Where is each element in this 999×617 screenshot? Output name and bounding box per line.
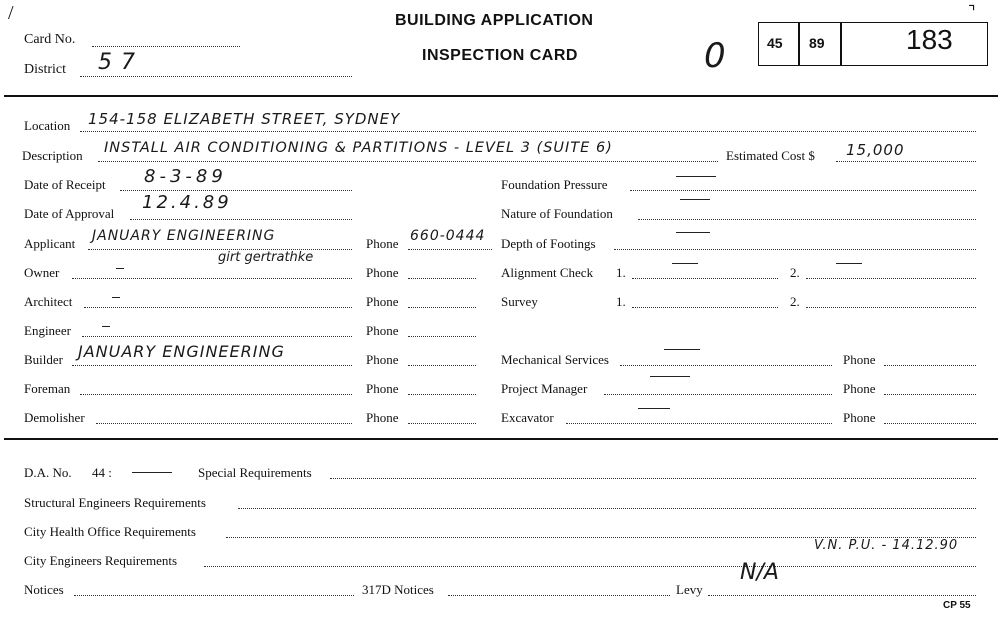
- builder-value: JANUARY ENGINEERING: [78, 342, 285, 361]
- description-label: Description: [22, 148, 83, 163]
- demolisher-label: Demolisher: [24, 410, 85, 425]
- foundation-pressure-dash: [676, 176, 716, 177]
- project-manager-phone-label: Phone: [843, 381, 876, 396]
- mechanical-phone-label: Phone: [843, 352, 876, 367]
- notices-317d-label: 317D Notices: [362, 582, 434, 597]
- foreman-label: Foreman: [24, 381, 71, 396]
- notices-317d-field[interactable]: [448, 595, 670, 596]
- excavator-field[interactable]: [566, 423, 832, 424]
- city-engineers-field[interactable]: [204, 566, 976, 567]
- form-title-line2: INSPECTION CARD: [422, 47, 578, 64]
- alignment-check-label: Alignment Check: [501, 265, 594, 280]
- estimated-cost-field[interactable]: [836, 161, 976, 162]
- requirements-divider: [4, 438, 998, 440]
- excavator-dash: [638, 408, 670, 409]
- builder-label: Builder: [24, 352, 63, 367]
- date-approval-label: Date of Approval: [24, 206, 115, 221]
- depth-footings-dash: [676, 232, 710, 233]
- location-value: 154-158 ELIZABETH STREET, SYDNEY: [88, 110, 401, 128]
- city-engineers-label: City Engineers Requirements: [24, 553, 178, 568]
- engineer-field[interactable]: [82, 336, 352, 337]
- alignment-1-dash: [672, 263, 698, 264]
- project-manager-label: Project Manager: [501, 381, 588, 396]
- form-code: CP 55: [943, 600, 971, 611]
- architect-label: Architect: [24, 294, 73, 309]
- health-requirements-label: City Health Office Requirements: [24, 524, 196, 539]
- owner-field[interactable]: [72, 278, 352, 279]
- location-field[interactable]: [80, 131, 976, 132]
- architect-dash: [112, 297, 120, 298]
- depth-footings-label: Depth of Footings: [501, 236, 596, 251]
- survey-2-field[interactable]: [806, 307, 976, 308]
- special-requirements-field[interactable]: [330, 478, 976, 479]
- estimated-cost-label: Estimated Cost $: [726, 148, 815, 163]
- builder-phone-field[interactable]: [408, 365, 476, 366]
- structural-requirements-field[interactable]: [238, 508, 976, 509]
- project-manager-phone-field[interactable]: [884, 394, 976, 395]
- card-number-a: 45: [767, 35, 783, 51]
- levy-label: Levy: [676, 582, 703, 597]
- architect-field[interactable]: [84, 307, 352, 308]
- handwritten-circle-mark: 0: [704, 36, 727, 76]
- project-manager-dash: [650, 376, 690, 377]
- excavator-phone-field[interactable]: [884, 423, 976, 424]
- engineer-phone-field[interactable]: [408, 336, 476, 337]
- location-label: Location: [24, 118, 71, 133]
- engineer-label: Engineer: [24, 323, 71, 338]
- nature-foundation-label: Nature of Foundation: [501, 206, 613, 221]
- notices-field[interactable]: [74, 595, 354, 596]
- city-engineers-note: V.N. P.U. - 14.12.90: [814, 538, 959, 553]
- applicant-handwritten-note: girt gertrathke: [218, 250, 314, 265]
- mechanical-field[interactable]: [620, 365, 832, 366]
- district-label: District: [24, 62, 66, 77]
- applicant-value: JANUARY ENGINEERING: [92, 228, 276, 244]
- nature-foundation-field[interactable]: [638, 219, 976, 220]
- mechanical-dash: [664, 349, 700, 350]
- owner-dash: [116, 268, 124, 269]
- alignment-2-label: 2.: [790, 265, 800, 280]
- da-no-dash: [132, 472, 172, 473]
- district-value: 5 7: [98, 50, 136, 75]
- card-no-field[interactable]: [92, 46, 240, 47]
- alignment-1-label: 1.: [616, 265, 626, 280]
- nature-foundation-dash: [680, 199, 710, 200]
- demolisher-field[interactable]: [96, 423, 352, 424]
- card-number-c: 183: [906, 24, 953, 55]
- corner-tick-mark-right: ⌝: [968, 4, 976, 21]
- foundation-pressure-label: Foundation Pressure: [501, 177, 608, 192]
- survey-1-label: 1.: [616, 294, 626, 309]
- foreman-phone-field[interactable]: [408, 394, 476, 395]
- builder-phone-label: Phone: [366, 352, 399, 367]
- foreman-field[interactable]: [80, 394, 352, 395]
- mechanical-phone-field[interactable]: [884, 365, 976, 366]
- header-divider: [4, 95, 998, 97]
- alignment-1-field[interactable]: [632, 278, 778, 279]
- project-manager-field[interactable]: [604, 394, 832, 395]
- excavator-label: Excavator: [501, 410, 554, 425]
- card-number-b: 89: [809, 35, 825, 51]
- applicant-phone-label: Phone: [366, 236, 399, 251]
- alignment-2-dash: [836, 263, 862, 264]
- date-approval-value: 12.4.89: [142, 192, 232, 213]
- builder-field[interactable]: [72, 365, 352, 366]
- depth-footings-field[interactable]: [614, 249, 976, 250]
- owner-phone-label: Phone: [366, 265, 399, 280]
- foundation-pressure-field[interactable]: [630, 190, 976, 191]
- owner-phone-field[interactable]: [408, 278, 476, 279]
- survey-1-field[interactable]: [632, 307, 778, 308]
- da-no-value: 44 :: [92, 465, 112, 480]
- survey-2-label: 2.: [790, 294, 800, 309]
- architect-phone-label: Phone: [366, 294, 399, 309]
- date-receipt-value: 8-3-89: [144, 166, 227, 187]
- survey-label: Survey: [501, 294, 538, 309]
- demolisher-phone-field[interactable]: [408, 423, 476, 424]
- date-receipt-label: Date of Receipt: [24, 177, 106, 192]
- da-no-label: D.A. No.: [24, 465, 72, 480]
- levy-value: N/A: [740, 560, 779, 585]
- engineer-phone-label: Phone: [366, 323, 399, 338]
- date-receipt-field[interactable]: [120, 190, 352, 191]
- description-value: INSTALL AIR CONDITIONING & PARTITIONS - LEVEL 3 (SUITE 6): [104, 140, 613, 156]
- applicant-label: Applicant: [24, 236, 76, 251]
- excavator-phone-label: Phone: [843, 410, 876, 425]
- special-requirements-label: Special Requirements: [198, 465, 312, 480]
- corner-tick-mark: /: [8, 2, 14, 24]
- foreman-phone-label: Phone: [366, 381, 399, 396]
- form-title-line1: BUILDING APPLICATION: [395, 12, 594, 29]
- mechanical-label: Mechanical Services: [501, 352, 609, 367]
- structural-requirements-label: Structural Engineers Requirements: [24, 495, 206, 510]
- district-field[interactable]: [80, 76, 352, 77]
- engineer-dash: [102, 326, 110, 327]
- card-no-label: Card No.: [24, 32, 76, 47]
- applicant-phone-field[interactable]: [408, 249, 492, 250]
- notices-label: Notices: [24, 582, 64, 597]
- applicant-phone-value: 660-0444: [410, 228, 486, 244]
- demolisher-phone-label: Phone: [366, 410, 399, 425]
- estimated-cost-value: 15,000: [846, 141, 905, 159]
- date-approval-field[interactable]: [130, 219, 352, 220]
- owner-label: Owner: [24, 265, 60, 280]
- description-field[interactable]: [98, 161, 718, 162]
- alignment-2-field[interactable]: [806, 278, 976, 279]
- architect-phone-field[interactable]: [408, 307, 476, 308]
- levy-field[interactable]: [708, 595, 976, 596]
